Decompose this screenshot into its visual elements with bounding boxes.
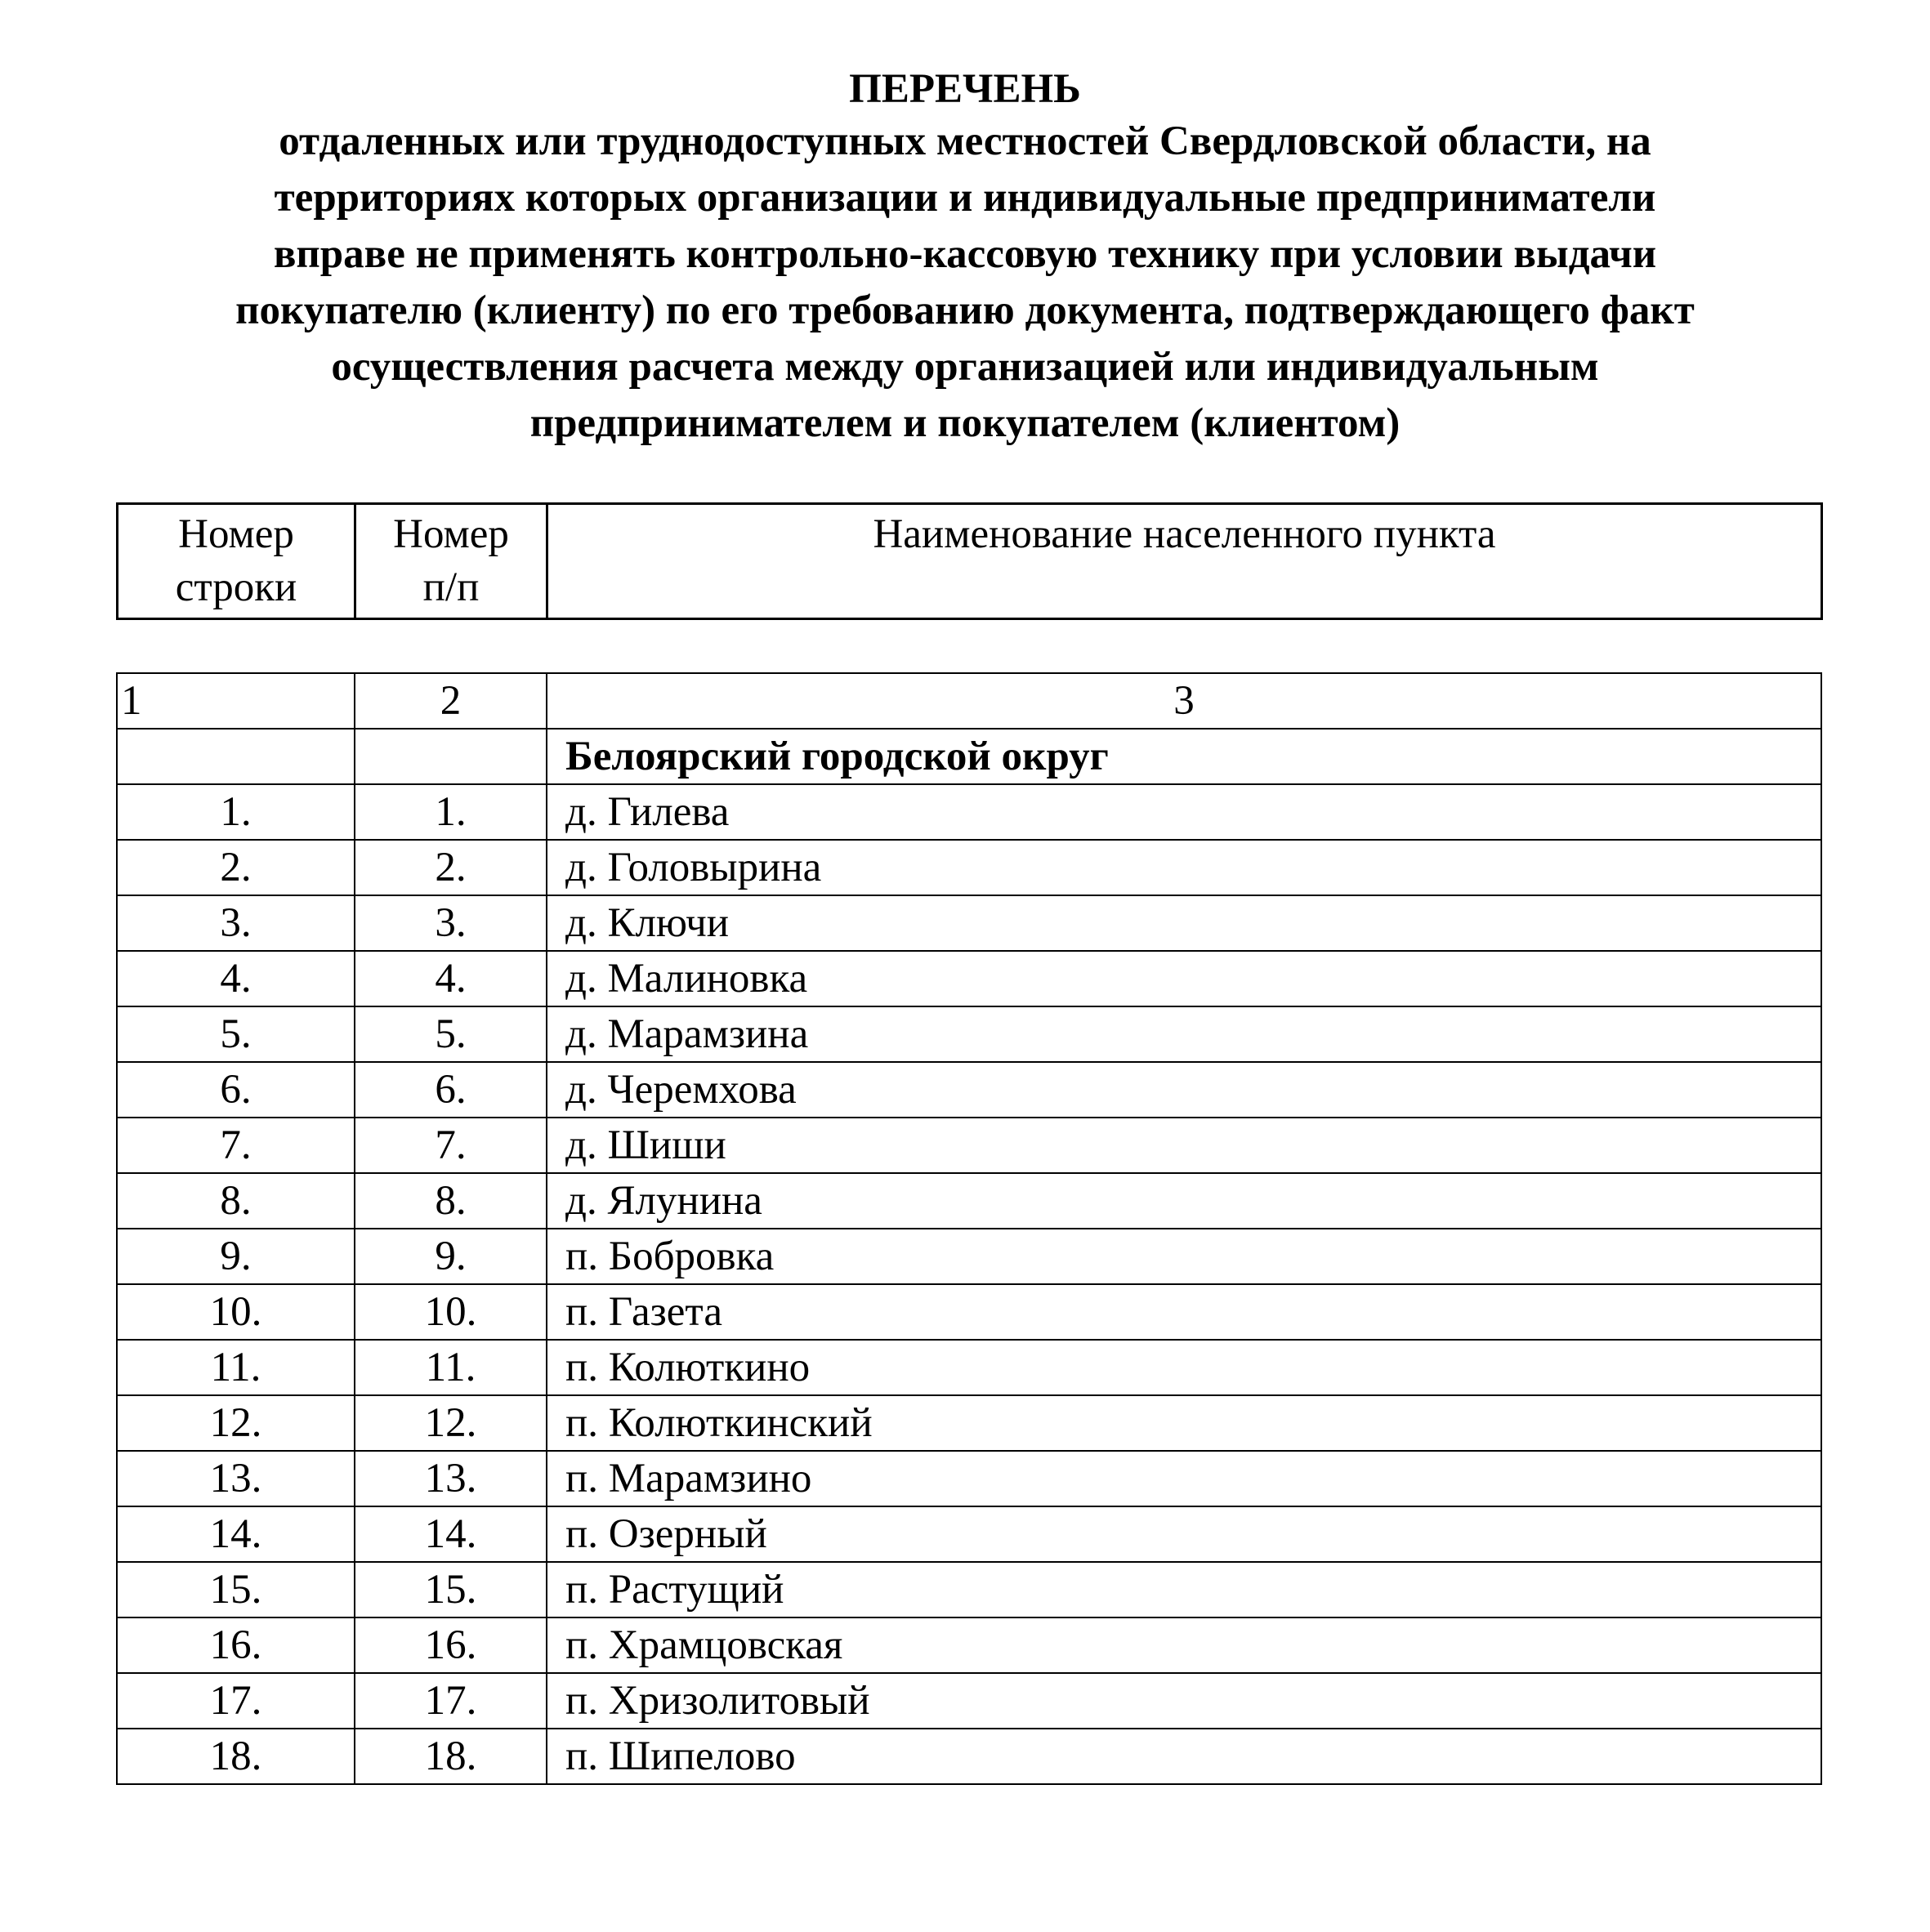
row-number-cell: 14. (117, 1506, 355, 1562)
item-number-cell: 18. (355, 1729, 547, 1784)
settlement-name-cell: п. Хризолитовый (547, 1673, 1821, 1729)
column-number-3: 3 (547, 673, 1821, 729)
section-row (117, 729, 1821, 784)
row-number-cell: 15. (117, 1562, 355, 1617)
column-number-1: 1 (117, 673, 355, 729)
table-row (117, 1006, 1821, 1062)
settlement-name-cell: д. Шиши (547, 1118, 1821, 1173)
item-number-cell: 7. (355, 1118, 547, 1173)
row-number-cell: 6. (117, 1062, 355, 1118)
header-item-number-line1: Номер (393, 511, 509, 557)
title-heading: ПЕРЕЧЕНЬ (849, 66, 1081, 112)
table-row (117, 1118, 1821, 1173)
item-number-cell: 16. (355, 1617, 547, 1673)
table-row (117, 1617, 1821, 1673)
header-item-number-line2: п/п (422, 564, 480, 610)
section-title: Белоярский городской округ (547, 729, 1821, 784)
settlement-name-cell: п. Колюткино (547, 1340, 1821, 1395)
item-number-cell: 15. (355, 1562, 547, 1617)
row-number-cell: 18. (117, 1729, 355, 1784)
table-row (117, 1284, 1821, 1340)
table-row (117, 1451, 1821, 1506)
row-number-cell: 11. (117, 1340, 355, 1395)
item-number-cell: 12. (355, 1395, 547, 1451)
title-line: отдаленных или труднодоступных местностей Свердловской области, на (279, 118, 1651, 164)
item-number-cell: 6. (355, 1062, 547, 1118)
row-number-cell: 12. (117, 1395, 355, 1451)
header-table (116, 502, 1823, 620)
row-number-cell: 9. (117, 1229, 355, 1284)
table-row (117, 1562, 1821, 1617)
settlement-name-cell: п. Бобровка (547, 1229, 1821, 1284)
settlement-name-cell: д. Ялунина (547, 1173, 1821, 1229)
settlement-name-cell: п. Озерный (547, 1506, 1821, 1562)
item-number-cell: 3. (355, 895, 547, 951)
row-number-cell: 16. (117, 1617, 355, 1673)
row-number-cell: 4. (117, 951, 355, 1006)
table-row (117, 1729, 1821, 1784)
column-number-2: 2 (355, 673, 547, 729)
table-row (117, 784, 1821, 840)
header-row (118, 504, 1822, 619)
header-row-number-line2: строки (175, 564, 297, 610)
settlement-name-cell: д. Марамзина (547, 1006, 1821, 1062)
row-number-cell: 5. (117, 1006, 355, 1062)
header-row-number (118, 504, 355, 619)
row-number-cell: 7. (117, 1118, 355, 1173)
settlement-name-cell: д. Головырина (547, 840, 1821, 895)
title-line: предпринимателем и покупателем (клиентом) (529, 400, 1401, 446)
row-number-cell: 8. (117, 1173, 355, 1229)
header-item-number (355, 504, 547, 619)
row-number-cell: 2. (117, 840, 355, 895)
title-line: вправе не применять контрольно-кассовую технику при условии выдачи (273, 231, 1657, 277)
title-line: покупателю (клиенту) по его требованию документа, подтверждающего факт (235, 288, 1695, 333)
row-number-cell: 13. (117, 1451, 355, 1506)
section-empty-cell (355, 729, 547, 784)
header-settlement-name: Наименование населенного пункта (547, 504, 1822, 619)
table-row (117, 1173, 1821, 1229)
settlement-name-cell: д. Гилева (547, 784, 1821, 840)
row-number-cell: 1. (117, 784, 355, 840)
settlement-name-cell: п. Газета (547, 1284, 1821, 1340)
table-row (117, 1062, 1821, 1118)
row-number-cell: 17. (117, 1673, 355, 1729)
item-number-cell: 13. (355, 1451, 547, 1506)
settlement-name-cell: п. Марамзино (547, 1451, 1821, 1506)
table-row (117, 1229, 1821, 1284)
section-empty-cell (117, 729, 355, 784)
item-number-cell: 17. (355, 1673, 547, 1729)
table-row (117, 1340, 1821, 1395)
table-row (117, 895, 1821, 951)
item-number-cell: 2. (355, 840, 547, 895)
settlement-name-cell: п. Шипелово (547, 1729, 1821, 1784)
table-row (117, 1506, 1821, 1562)
item-number-cell: 5. (355, 1006, 547, 1062)
settlements-table-body (117, 673, 1821, 1784)
settlement-name-cell: п. Храмцовская (547, 1617, 1821, 1673)
table-row (117, 1395, 1821, 1451)
column-numbering-row (117, 673, 1821, 729)
item-number-cell: 11. (355, 1340, 547, 1395)
item-number-cell: 8. (355, 1173, 547, 1229)
item-number-cell: 14. (355, 1506, 547, 1562)
settlement-name-cell: д. Малиновка (547, 951, 1821, 1006)
table-row (117, 1673, 1821, 1729)
item-number-cell: 4. (355, 951, 547, 1006)
item-number-cell: 9. (355, 1229, 547, 1284)
title-line: осуществления расчета между организацией или индивидуальным (331, 344, 1599, 390)
settlement-name-cell: п. Колюткинский (547, 1395, 1821, 1451)
table-row (117, 840, 1821, 895)
document-title (0, 65, 1930, 452)
item-number-cell: 10. (355, 1284, 547, 1340)
title-line: территориях которых организации и индивидуальные предприниматели (274, 175, 1656, 221)
header-row-number-line1: Номер (178, 511, 294, 557)
settlement-name-cell: д. Ключи (547, 895, 1821, 951)
settlements-table (116, 672, 1822, 1785)
row-number-cell: 3. (117, 895, 355, 951)
item-number-cell: 1. (355, 784, 547, 840)
row-number-cell: 10. (117, 1284, 355, 1340)
settlement-name-cell: д. Черемхова (547, 1062, 1821, 1118)
settlement-name-cell: п. Растущий (547, 1562, 1821, 1617)
table-row (117, 951, 1821, 1006)
